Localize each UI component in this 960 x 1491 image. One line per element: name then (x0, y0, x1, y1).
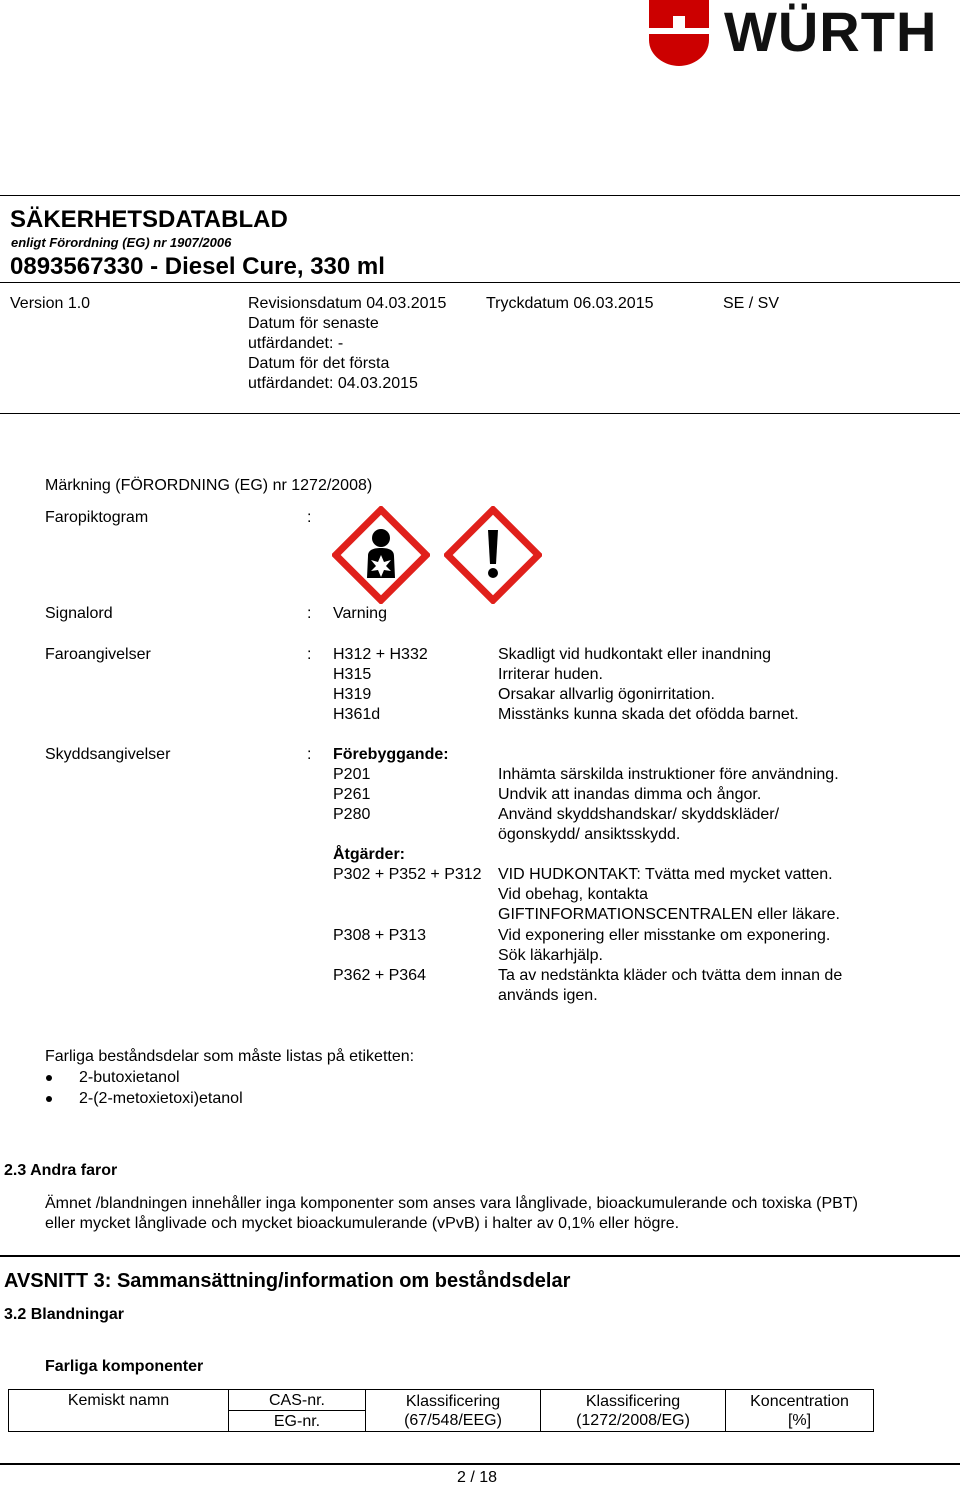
hazard-code: H315 (333, 666, 372, 683)
version-label: Version 1.0 (10, 295, 91, 312)
footer-rule (0, 1463, 960, 1465)
table-header-cell (541, 1390, 726, 1432)
table-header-cell (366, 1390, 541, 1432)
page-number: 2 / 18 (457, 1469, 498, 1486)
header-top-rule (0, 195, 960, 196)
column-header: (67/548/EEG) (404, 1411, 502, 1429)
section-divider (0, 1255, 960, 1257)
section-2-3-text: Ämnet /blandningen innehåller inga komponenter som anses vara långlivade, bioackumulerande och toxiska (PBT) (45, 1195, 858, 1212)
hazardous-components-heading: Farliga beståndsdelar som måste listas på etiketten: (45, 1048, 415, 1065)
column-header: [%] (787, 1411, 812, 1429)
logo-wordmark: WÜRTH (724, 0, 938, 63)
bullet-icon (46, 1075, 52, 1081)
precaution-text: Vid obehag, kontakta (498, 886, 649, 903)
table-header-cell (726, 1390, 874, 1432)
section-2-3-text: eller mycket långlivade och mycket bioackumulerande (vPvB) i halter av 0,1% eller högre. (45, 1215, 680, 1232)
precautionary-statements-label: Skyddsangivelser (45, 746, 171, 763)
revision-line: utfärdandet: 04.03.2015 (248, 375, 418, 392)
column-header: (1272/2008/EG) (576, 1411, 690, 1429)
labelling-heading: Märkning (FÖRORDNING (EG) nr 1272/2008) (45, 477, 373, 494)
precaution-code: P302 + P352 + P312 (333, 866, 482, 883)
prevention-heading: Förebyggande: (333, 746, 449, 763)
hazard-code: H361d (333, 706, 381, 723)
precaution-text: Sök läkarhjälp. (498, 947, 603, 964)
hazard-code: H312 + H332 (333, 646, 428, 663)
document-subtitle: enligt Förordning (EG) nr 1907/2006 (11, 235, 232, 250)
column-header: CAS-nr. (268, 1391, 325, 1409)
column-header: Kemiskt namn (67, 1392, 170, 1409)
section-3-2-heading: 3.2 Blandningar (4, 1306, 125, 1323)
precaution-text: GIFTINFORMATIONSCENTRALEN eller läkare. (498, 906, 840, 923)
revision-line: Datum för det första (248, 355, 390, 372)
precaution-text: Använd skyddshandskar/ skyddskläder/ (498, 806, 780, 823)
list-item: 2-butoxietanol (79, 1069, 180, 1086)
table-header-cell (229, 1390, 366, 1411)
precaution-text: Ta av nedstänkta kläder och tvätta dem innan de (498, 967, 843, 984)
revision-line: Datum för senaste (248, 315, 379, 332)
precaution-code: P201 (333, 766, 371, 783)
product-name: 0893567330 - Diesel Cure, 330 ml (10, 253, 385, 280)
revision-line: Revisionsdatum 04.03.2015 (248, 295, 447, 312)
column-header: Klassificering (405, 1392, 501, 1410)
list-item: 2-(2-metoxietoxi)etanol (79, 1090, 243, 1107)
precaution-code: P308 + P313 (333, 927, 426, 944)
header-product-rule (0, 282, 960, 283)
hazard-code: H319 (333, 686, 372, 703)
signal-word-label: Signalord (45, 605, 113, 622)
hazard-text: Misstänks kunna skada det ofödda barnet. (498, 706, 799, 723)
hazard-text: Skadligt vid hudkontakt eller inandning (498, 646, 772, 663)
exclamation-mark-icon (444, 506, 542, 604)
column-header: Koncentration (750, 1392, 849, 1410)
section-3-heading: AVSNITT 3: Sammansättning/information om beståndsdelar (4, 1270, 571, 1292)
components-table (8, 1389, 874, 1432)
revision-line: utfärdandet: - (248, 335, 344, 352)
precaution-code: P362 + P364 (333, 967, 426, 984)
table-header-cell (9, 1390, 229, 1432)
table-header-row (9, 1390, 874, 1411)
precaution-text: ögonskydd/ ansiktsskydd. (498, 826, 681, 843)
colon: : (307, 646, 312, 663)
colon: : (307, 746, 312, 763)
wurth-logo-mark (649, 0, 709, 66)
precaution-code: P261 (333, 786, 371, 803)
pictogram-label: Faropiktogram (45, 509, 149, 526)
health-hazard-icon (332, 506, 430, 604)
response-heading: Åtgärder: (333, 846, 406, 863)
table-header-cell (229, 1411, 366, 1432)
hazard-statements-label: Faroangivelser (45, 646, 151, 663)
section-2-3-heading: 2.3 Andra faror (4, 1162, 118, 1179)
precaution-code: P280 (333, 806, 371, 823)
colon: : (307, 605, 312, 622)
column-header: EG-nr. (273, 1412, 321, 1430)
document-title: SÄKERHETSDATABLAD (10, 206, 288, 233)
precaution-text: Vid exponering eller misstanke om exponering. (498, 927, 831, 944)
precaution-text: VID HUDKONTAKT: Tvätta med mycket vatten. (498, 866, 833, 883)
precaution-text: används igen. (498, 987, 598, 1004)
signal-word-value: Varning (333, 605, 387, 622)
colon: : (307, 509, 312, 526)
print-date: Tryckdatum 06.03.2015 (486, 295, 654, 312)
locale-label: SE / SV (723, 295, 780, 312)
header-bottom-rule (0, 413, 960, 414)
bullet-icon (46, 1096, 52, 1102)
hazard-text: Irriterar huden. (498, 666, 603, 683)
column-header: Klassificering (585, 1392, 681, 1410)
precaution-text: Undvik att inandas dimma och ångor. (498, 786, 762, 803)
components-heading: Farliga komponenter (45, 1358, 204, 1375)
precaution-text: Inhämta särskilda instruktioner före användning. (498, 766, 839, 783)
hazard-text: Orsakar allvarlig ögonirritation. (498, 686, 715, 703)
